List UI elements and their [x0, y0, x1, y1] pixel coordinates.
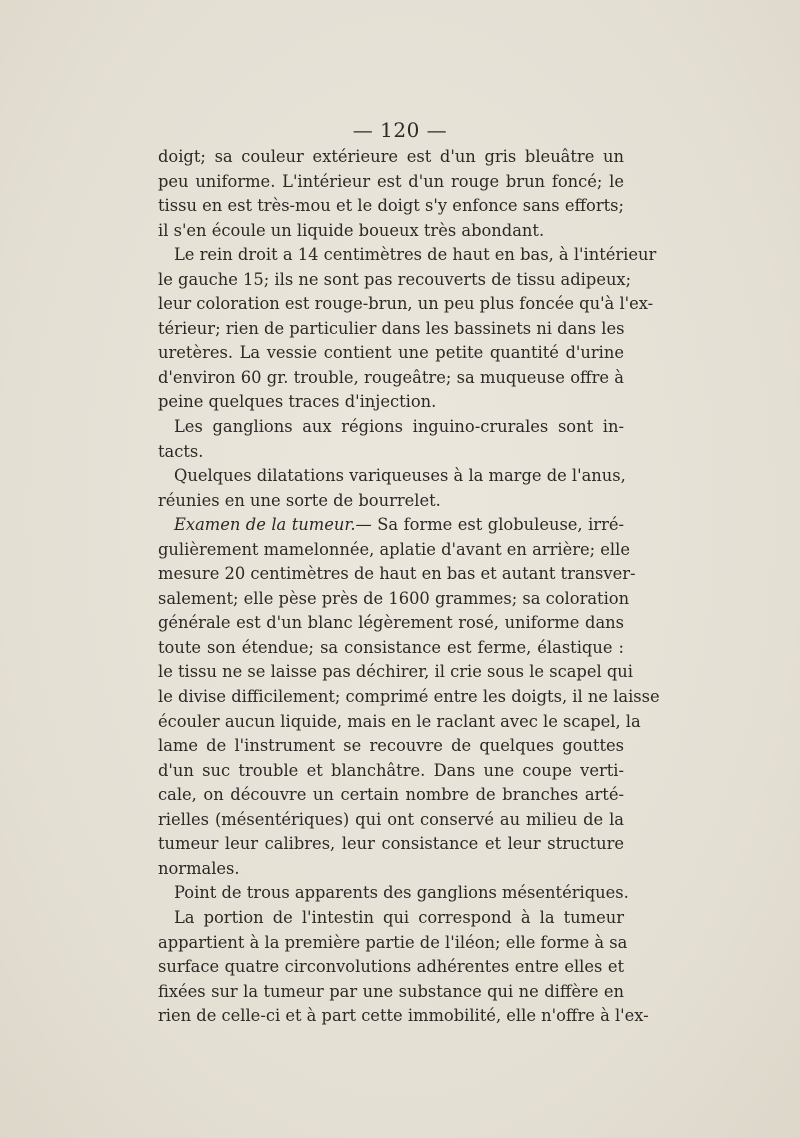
line-text: tacts.: [158, 441, 204, 461]
line-text: normales.: [158, 858, 240, 878]
line-text: le divise difficilement; comprimé entre les doigts, il ne laisse: [158, 687, 660, 707]
line-text: mesure 20 centimètres de haut en bas et autant transver-: [158, 564, 636, 584]
line-text: peine quelques traces d'injection.: [158, 392, 437, 412]
line-text: gulièrement mamelonnée, aplatie d'avant en arrière; elle: [158, 539, 630, 559]
text-line: [158, 366, 624, 391]
line-text: La portion de l'intestin qui correspond à la tumeur: [174, 907, 624, 927]
text-line: [158, 268, 632, 293]
text-line: [158, 562, 636, 587]
line-text: tissu en est très-mou et le doigt s'y enfonce sans efforts;: [158, 196, 624, 216]
line-text: leur coloration est rouge-brun, un peu plus foncée qu'à l'ex-: [158, 294, 654, 314]
text-line: [158, 832, 624, 857]
text-line: [158, 734, 624, 759]
text-line: [158, 317, 624, 342]
line-text: il s'en écoule un liquide boueux très abondant.: [158, 220, 545, 240]
line-text: rien de celle-ci et à part cette immobilité, elle n'offre à l'ex-: [158, 1006, 649, 1026]
text-line: [158, 538, 630, 563]
line-text: fixées sur la tumeur par une substance qui ne diffère en: [158, 981, 624, 1001]
line-text: générale est d'un blanc légèrement rosé, uniforme dans: [158, 613, 624, 633]
line-text: térieur; rien de particulier dans les bassinets ni dans les: [158, 318, 625, 338]
page-number: — 120 —: [352, 118, 448, 142]
text-line: [158, 636, 624, 661]
text-line: [158, 415, 624, 440]
text-line: [158, 857, 624, 882]
line-text: surface quatre circonvolutions adhérentes entre elles et: [158, 957, 624, 977]
line-text: Le rein droit a 14 centimètres de haut en bas, à l'intérieur: [174, 245, 657, 265]
line-text: tumeur leur calibres, leur consistance et leur structure: [158, 834, 624, 854]
text-line: [158, 906, 624, 931]
line-text: cale, on découvre un certain nombre de branches arté-: [158, 785, 624, 805]
line-text: rielles (mésentériques) qui ont conservé au milieu de la: [158, 809, 624, 829]
text-line: [158, 219, 624, 244]
line-text: doigt; sa couleur extérieure est d'un gris bleuâtre un: [158, 147, 624, 166]
line-text: lame de l'instrument se recouvre de quelques gouttes: [158, 736, 624, 756]
text-line: [158, 1004, 649, 1029]
text-line: [158, 587, 630, 612]
text-line: [158, 145, 624, 170]
text-line: [158, 685, 660, 710]
text-line: [158, 194, 624, 219]
text-line: [158, 955, 624, 980]
text-line: [158, 489, 624, 514]
text-line: [158, 931, 628, 956]
line-text: le tissu ne se laisse pas déchirer, il crie sous le scapel qui: [158, 662, 633, 682]
text-line: [158, 660, 633, 685]
text-line: [158, 783, 624, 808]
line-text: écouler aucun liquide, mais en le raclant avec le scapel, la: [158, 711, 641, 731]
line-text: Les ganglions aux régions inguino-crurales sont in-: [174, 417, 624, 437]
text-line: [158, 390, 624, 415]
line-text: réunies en une sorte de bourrelet.: [158, 490, 441, 510]
text-line: [158, 170, 624, 195]
line-text: d'environ 60 gr. trouble, rougeâtre; sa muqueuse offre à: [158, 367, 624, 387]
line-text: uretères. La vessie contient une petite quantité d'urine: [158, 343, 624, 363]
text-line: [158, 980, 624, 1005]
line-text: d'un suc trouble et blanchâtre. Dans une coupe verti-: [158, 760, 624, 780]
text-line: [158, 243, 657, 268]
text-line: [158, 611, 624, 636]
line-text: salement; elle pèse près de 1600 grammes; sa coloration: [158, 588, 630, 608]
text-line: [158, 440, 624, 465]
text-line: [158, 341, 624, 366]
text-line: [158, 808, 624, 833]
text-line: [158, 292, 654, 317]
text-line: [158, 881, 629, 906]
line-text: Point de trous apparents des ganglions mésentériques.: [174, 883, 629, 903]
line-text: le gauche 15; ils ne sont pas recouverts de tissu adipeux;: [158, 269, 632, 289]
line-text: Quelques dilatations variqueuses à la marge de l'anus,: [174, 466, 626, 486]
line-text: appartient à la première partie de l'iléon; elle forme à sa: [158, 932, 628, 952]
line-text: peu uniforme. L'intérieur est d'un rouge brun foncé; le: [158, 171, 624, 191]
text-line: [158, 759, 624, 784]
line-text: Sa forme est globuleuse, irré-: [377, 515, 624, 535]
body-text: [158, 145, 660, 1029]
line-text: toute son étendue; sa consistance est ferme, élastique :: [158, 637, 624, 657]
section-heading: Examen de la tumeur.—: [174, 515, 378, 535]
text-line: [158, 464, 624, 489]
text-line: [158, 710, 641, 735]
text-line: [158, 513, 624, 538]
